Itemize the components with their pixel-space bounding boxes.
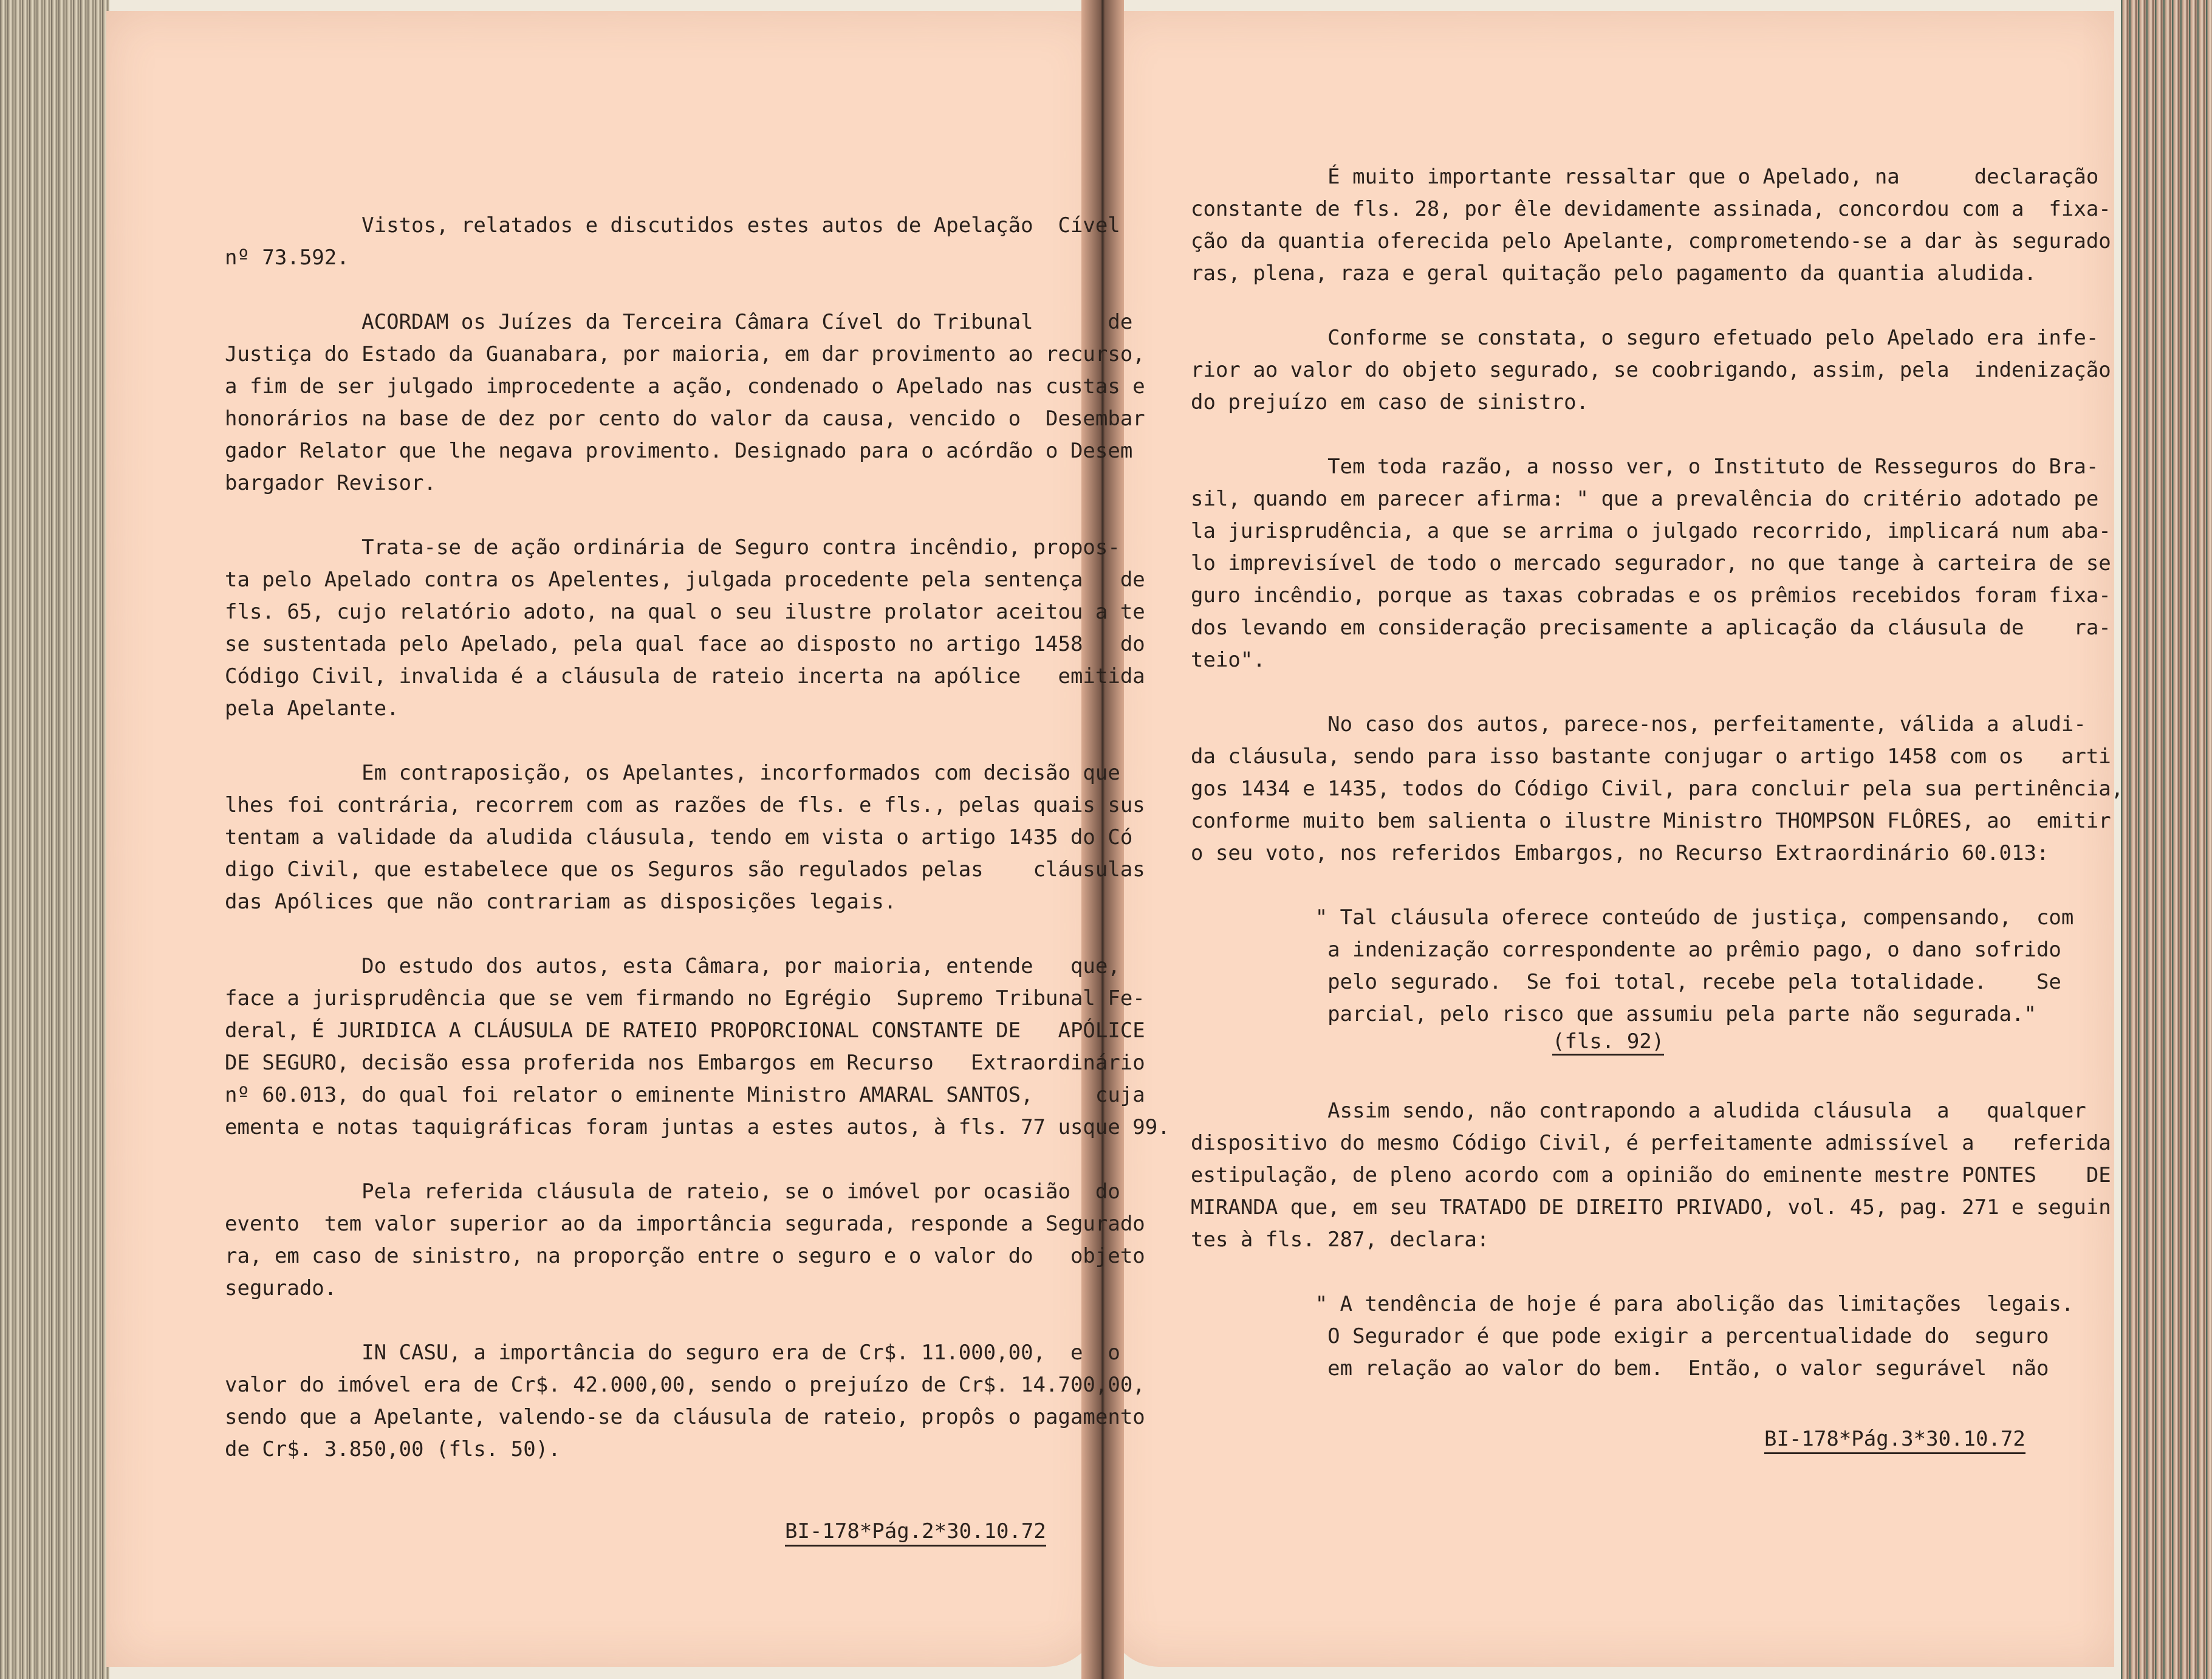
left-page-text-line: gador Relator que lhe negava provimento. Designado para o acórdão o Desem — [225, 439, 1133, 463]
right-page-text-line — [1191, 419, 2123, 451]
left-page-text-line: ACORDAM os Juízes da Terceira Câmara Cível do Tribunal de — [225, 310, 1133, 334]
left-page-text-line: sendo que a Apelante, valendo-se da cláusula de rateio, propôs o pagamento — [225, 1405, 1145, 1429]
left-page-text-line: valor do imóvel era de Cr$. 42.000,00, sendo o prejuízo de Cr$. 14.700,00, — [225, 1373, 1145, 1397]
left-page-text-line: tentam a validade da aludida cláusula, tendo em vista o artigo 1435 do Có — [225, 825, 1133, 850]
right-page-text-line: a indenização correspondente ao prêmio pago, o dano sofrido — [1191, 938, 2061, 962]
right-page-text-line: dos levando em consideração precisamente a aplicação da cláusula de ra- — [1191, 616, 2111, 640]
left-page-text-line: segurado. — [225, 1276, 337, 1300]
right-page-text-line: do prejuízo em caso de sinistro. — [1191, 390, 1589, 414]
left-page-text-line: Código Civil, invalida é a cláusula de rateio incerta na apólice emitida — [225, 664, 1145, 688]
right-page-text-line: Tem toda razão, a nosso ver, o Instituto de Resseguros do Bra- — [1191, 455, 2099, 479]
right-page-text-line: tes à fls. 287, declara: — [1191, 1227, 1490, 1252]
right-page-text-line: " Tal cláusula oferece conteúdo de justiça, compensando, com — [1191, 905, 2074, 930]
left-page-text-line: a fim de ser julgado improcedente a ação, condenado o Apelado nas custas e — [225, 374, 1145, 399]
right-page-text-line: pelo segurado. Se foi total, recebe pela totalidade. Se — [1191, 970, 2061, 994]
left-page-text-line — [225, 1305, 1170, 1337]
right-page-text-line: la jurisprudência, a que se arrima o julgado recorrido, implicará num aba- — [1191, 519, 2111, 543]
right-page-text-line — [1191, 870, 2123, 902]
right-page-text-line: É muito importante ressaltar que o Apelado, na declaração — [1191, 165, 2099, 189]
right-page-body-text — [1191, 161, 2123, 1385]
left-page-text-line: honorários na base de dez por cento do valor da causa, vencido o Desembar — [225, 407, 1145, 431]
right-page-text-line: lo imprevisível de todo o mercado segurador, no que tange à carteira de se — [1191, 551, 2111, 575]
left-page-text-line — [225, 274, 1170, 306]
right-page-text-line: ras, plena, raza e geral quitação pelo pagamento da quantia aludida. — [1191, 261, 2036, 286]
left-page-text-line: DE SEGURO, decisão essa proferida nos Embargos em Recurso Extraordinário — [225, 1051, 1145, 1075]
left-page-text-line — [225, 500, 1170, 532]
right-page-text-line: MIRANDA que, em seu TRATADO DE DIREITO PRIVADO, vol. 45, pag. 271 e seguin — [1191, 1195, 2111, 1220]
right-page-text-line: conforme muito bem salienta o ilustre Ministro THOMPSON FLÔRES, ao emitir — [1191, 809, 2111, 833]
left-page-text-line: de Cr$. 3.850,00 (fls. 50). — [225, 1437, 561, 1461]
left-page-text-line: lhes foi contrária, recorrem com as razões de fls. e fls., pelas quais sus — [225, 793, 1145, 817]
right-page-text-line: constante de fls. 28, por êle devidamente assinada, concordou com a fixa- — [1191, 197, 2111, 221]
left-page-text-line: Em contraposição, os Apelantes, incorformados com decisão que — [225, 761, 1120, 785]
right-page-text-line — [1191, 1256, 2123, 1288]
right-page-text-line: da cláusula, sendo para isso bastante conjugar o artigo 1458 com os arti — [1191, 744, 2111, 769]
right-page-text-line: guro incêndio, porque as taxas cobradas e os prêmios recebidos foram fixa- — [1191, 583, 2111, 608]
left-page-text-line: nº 73.592. — [225, 245, 349, 270]
left-page-body-text — [225, 210, 1170, 1466]
left-page-text-line: Justiça do Estado da Guanabara, por maioria, em dar provimento ao recurso, — [225, 342, 1145, 366]
right-page-text-line: parcial, pelo risco que assumiu pela parte não segurada." — [1191, 1002, 2036, 1026]
right-page-text-line: No caso dos autos, parece-nos, perfeitamente, válida a aludi- — [1191, 712, 2086, 736]
right-page-text-line: estipulação, de pleno acordo com a opinião do eminente mestre PONTES DE — [1191, 1163, 2111, 1187]
left-page-text-line — [225, 725, 1170, 757]
right-page-text-line: Assim sendo, não contrapondo a aludida cláusula a qualquer — [1191, 1099, 2086, 1123]
right-page-text-line: dispositivo do mesmo Código Civil, é perfeitamente admissível a referida — [1191, 1131, 2111, 1155]
left-page-text-line — [225, 918, 1170, 950]
right-page-text-line — [1191, 290, 2123, 322]
left-page-text-line: fls. 65, cujo relatório adoto, na qual o seu ilustre prolator aceitou a te — [225, 600, 1145, 624]
right-page-text-line: o seu voto, nos referidos Embargos, no Recurso Extraordinário 60.013: — [1191, 841, 2049, 865]
left-page-text-line: pela Apelante. — [225, 696, 399, 721]
left-page-text-line: deral, É JURIDICA A CLÁUSULA DE RATEIO PROPORCIONAL CONSTANTE DE APÓLICE — [225, 1018, 1145, 1043]
right-page-text-line: rior ao valor do objeto segurado, se coobrigando, assim, pela indenização — [1191, 358, 2111, 382]
right-page-text-line: gos 1434 e 1435, todos do Código Civil, para concluir pela sua pertinência, — [1191, 777, 2124, 801]
left-page-text-line: das Apólices que não contrariam as disposições legais. — [225, 890, 897, 914]
right-page-text-line: teio". — [1191, 648, 1265, 672]
left-page-text-line: Pela referida cláusula de rateio, se o imóvel por ocasião do — [225, 1179, 1120, 1204]
left-page-text-line: digo Civil, que estabelece que os Seguros são regulados pelas cláusulas — [225, 857, 1145, 882]
left-page-text-line: bargador Revisor. — [225, 471, 436, 495]
left-page-text-line — [225, 1144, 1170, 1176]
left-page-stack-edge — [0, 0, 109, 1679]
left-page-text-line: nº 60.013, do qual foi relator o eminente Ministro AMARAL SANTOS, cuja — [225, 1083, 1145, 1107]
right-page-text-line: ção da quantia oferecida pelo Apelante, comprometendo-se a dar às segurado — [1191, 229, 2111, 253]
right-page-text-line: sil, quando em parecer afirma: " que a prevalência do critério adotado pe — [1191, 487, 2099, 511]
quote-citation: (fls. 92) — [1552, 1029, 1664, 1056]
left-page-text-line: Vistos, relatados e discutidos estes autos de Apelação Cível — [225, 213, 1120, 238]
right-page-text-line — [1191, 676, 2123, 709]
right-page-stack-edge — [2121, 0, 2212, 1679]
left-page-text-line: IN CASU, a importância do seguro era de Cr$. 11.000,00, e o — [225, 1341, 1120, 1365]
left-page-text-line: Trata-se de ação ordinária de Seguro contra incêndio, propos- — [225, 535, 1120, 560]
left-page-text-line: Do estudo dos autos, esta Câmara, por maioria, entende que, — [225, 954, 1120, 978]
left-page-text-line: ra, em caso de sinistro, na proporção entre o seguro e o valor do objeto — [225, 1244, 1145, 1268]
left-page-footer-reference: BI-178*Pág.2*30.10.72 — [785, 1519, 1046, 1547]
right-page-text-line: " A tendência de hoje é para abolição das limitações legais. — [1191, 1292, 2074, 1316]
right-page-footer-reference: BI-178*Pág.3*30.10.72 — [1764, 1427, 2025, 1454]
left-page-text-line: face a jurisprudência que se vem firmando no Egrégio Supremo Tribunal Fe- — [225, 986, 1145, 1011]
right-page-text-line: O Segurador é que pode exigir a percentualidade do seguro — [1191, 1324, 2049, 1348]
right-page-text-line: em relação ao valor do bem. Então, o valor segurável não — [1191, 1356, 2049, 1381]
right-page-text-line: Conforme se constata, o seguro efetuado pelo Apelado era infe- — [1191, 326, 2099, 350]
right-page-text-line — [1191, 1063, 2123, 1095]
left-page-text-line: evento tem valor superior ao da importância segurada, responde a Segurado — [225, 1212, 1145, 1236]
left-page-text-line: ementa e notas taquigráficas foram juntas a estes autos, à fls. 77 usque 99. — [225, 1115, 1170, 1139]
left-page-text-line: se sustentada pelo Apelado, pela qual face ao disposto no artigo 1458 do — [225, 632, 1145, 656]
left-page-text-line: ta pelo Apelado contra os Apelentes, julgada procedente pela sentença de — [225, 568, 1145, 592]
